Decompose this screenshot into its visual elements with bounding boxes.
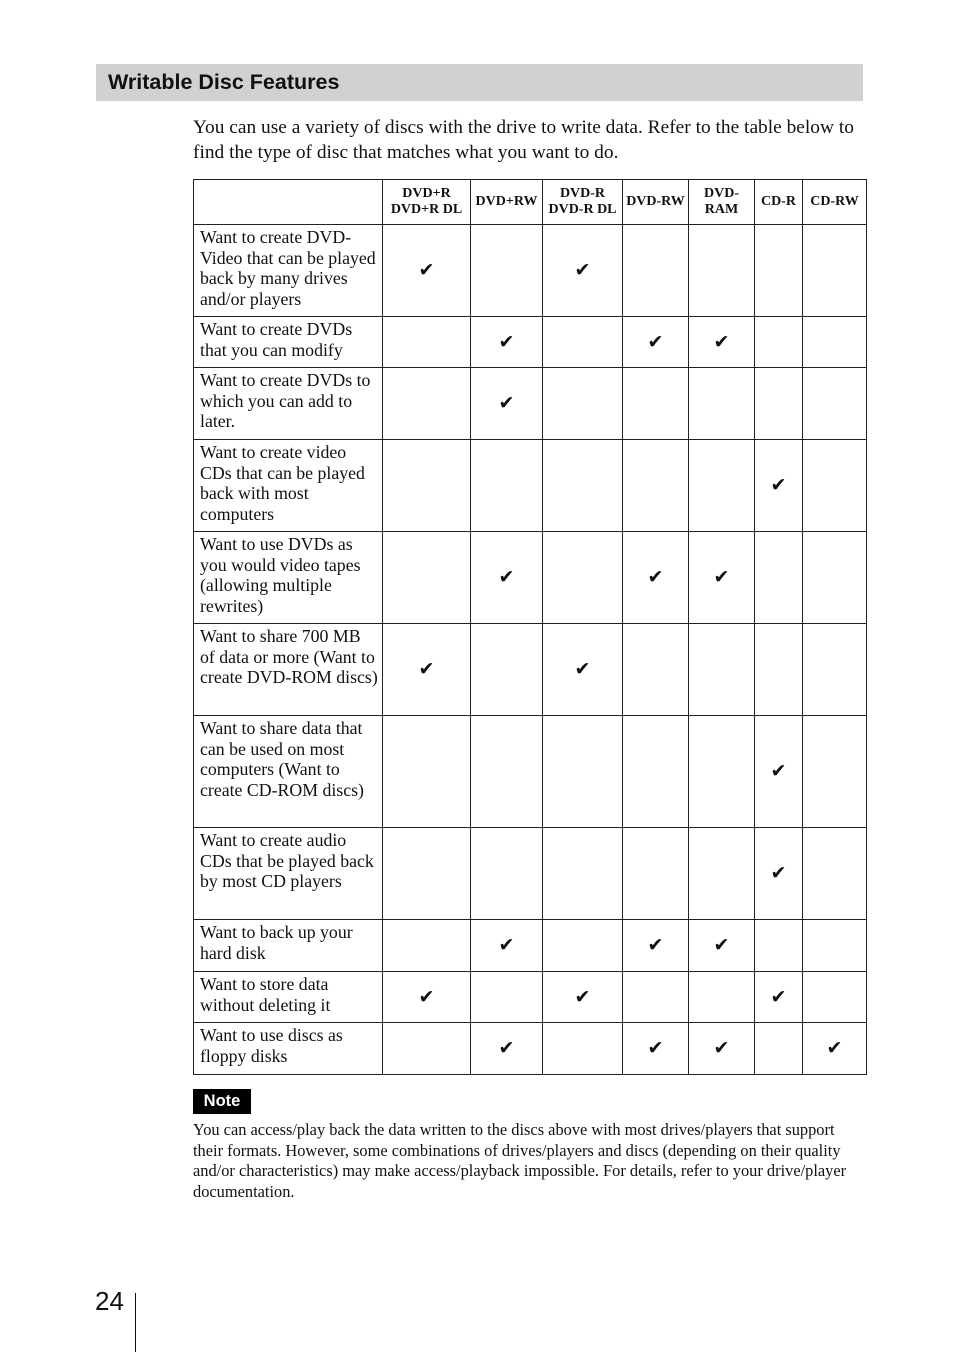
checkmark-icon: ✔ (770, 985, 787, 1008)
checkmark-icon: ✔ (418, 658, 435, 680)
mark-cell (803, 440, 867, 532)
disc-features-table (193, 179, 867, 1075)
mark-cell (689, 828, 755, 920)
mark-cell (471, 317, 543, 368)
mark-cell (471, 368, 543, 440)
table-row (194, 225, 867, 317)
row-label: Want to create DVD-Video that can be played back by many drives and/or players (194, 225, 383, 317)
row-label: Want to share data that can be used on most computers (Want to create CD-ROM discs) (194, 716, 383, 828)
mark-cell (689, 716, 755, 828)
column-header: DVD-R DVD-R DL (543, 180, 623, 225)
mark-cell (543, 828, 623, 920)
checkmark-icon: ✔ (498, 330, 515, 353)
row-label: Want to use DVDs as you would video tapes (allowing multiple rewrites) (194, 532, 383, 624)
table-row (194, 317, 867, 368)
note-text: You can access/play back the data written to the discs above with most drives/players that support their formats. However, some combinations of drives/players and discs (depending on their quality and/or characteristics) may make access/playback impossible. For details, refer to your drive/player documentation. (193, 1120, 847, 1201)
section-title-bar (96, 64, 863, 101)
mark-cell (471, 1023, 543, 1075)
column-header: DVD-RW (623, 180, 689, 225)
checkmark-icon: ✔ (418, 985, 435, 1008)
table-row (194, 624, 867, 716)
table-body (194, 225, 867, 1075)
mark-cell (471, 440, 543, 532)
mark-cell (755, 368, 803, 440)
mark-cell (689, 624, 755, 716)
mark-cell (623, 716, 689, 828)
mark-cell (543, 440, 623, 532)
row-label: Want to create video CDs that can be played back with most computers (194, 440, 383, 532)
mark-cell (755, 828, 803, 920)
checkmark-icon: ✔ (498, 1037, 515, 1059)
row-label: Want to use discs as floppy disks (194, 1023, 383, 1075)
checkmark-icon: ✔ (498, 566, 515, 588)
row-label: Want to create DVDs that you can modify (194, 317, 383, 368)
mark-cell (383, 624, 471, 716)
mark-cell (383, 532, 471, 624)
checkmark-icon: ✔ (574, 259, 591, 281)
mark-cell (689, 972, 755, 1023)
mark-cell (383, 317, 471, 368)
mark-cell (471, 828, 543, 920)
mark-cell (623, 440, 689, 532)
mark-cell (803, 532, 867, 624)
mark-cell (803, 1023, 867, 1075)
checkmark-icon: ✔ (574, 985, 591, 1008)
checkmark-icon: ✔ (713, 566, 730, 588)
checkmark-icon: ✔ (647, 934, 664, 956)
table-row (194, 532, 867, 624)
mark-cell (803, 368, 867, 440)
checkmark-icon: ✔ (574, 658, 591, 680)
mark-cell (543, 317, 623, 368)
mark-cell (471, 624, 543, 716)
column-header: DVD+RW (471, 180, 543, 225)
mark-cell (755, 532, 803, 624)
checkmark-icon: ✔ (647, 330, 664, 353)
mark-cell (543, 716, 623, 828)
mark-cell (471, 532, 543, 624)
column-header: CD-R (755, 180, 803, 225)
mark-cell (623, 972, 689, 1023)
checkmark-icon: ✔ (713, 330, 730, 353)
table-header-row (194, 180, 867, 225)
mark-cell (623, 317, 689, 368)
table-row (194, 440, 867, 532)
mark-cell (803, 225, 867, 317)
mark-cell (383, 225, 471, 317)
mark-cell (755, 317, 803, 368)
mark-cell (623, 368, 689, 440)
page-number: 24 (95, 1286, 124, 1316)
mark-cell (623, 624, 689, 716)
checkmark-icon: ✔ (713, 1037, 730, 1059)
column-header: DVD+R DVD+R DL (383, 180, 471, 225)
mark-cell (623, 225, 689, 317)
row-label: Want to create DVDs to which you can add to later. (194, 368, 383, 440)
table-row (194, 920, 867, 972)
page-number-rule (135, 1293, 136, 1352)
checkmark-icon: ✔ (498, 934, 515, 956)
mark-cell (755, 972, 803, 1023)
mark-cell (803, 317, 867, 368)
mark-cell (383, 368, 471, 440)
mark-cell (543, 1023, 623, 1075)
header-corner-cell (194, 180, 383, 225)
checkmark-icon: ✔ (826, 1037, 843, 1059)
mark-cell (689, 532, 755, 624)
mark-cell (755, 716, 803, 828)
row-label: Want to create audio CDs that be played back by most CD players (194, 828, 383, 920)
mark-cell (383, 972, 471, 1023)
mark-cell (543, 920, 623, 972)
mark-cell (803, 624, 867, 716)
mark-cell (383, 828, 471, 920)
mark-cell (689, 317, 755, 368)
mark-cell (623, 828, 689, 920)
mark-cell (543, 972, 623, 1023)
mark-cell (543, 532, 623, 624)
table-row (194, 368, 867, 440)
mark-cell (689, 1023, 755, 1075)
mark-cell (803, 920, 867, 972)
mark-cell (543, 368, 623, 440)
checkmark-icon: ✔ (647, 1037, 664, 1059)
mark-cell (543, 225, 623, 317)
mark-cell (623, 532, 689, 624)
row-label: Want to store data without deleting it (194, 972, 383, 1023)
mark-cell (689, 920, 755, 972)
mark-cell (755, 440, 803, 532)
mark-cell (755, 225, 803, 317)
mark-cell (543, 624, 623, 716)
mark-cell (383, 920, 471, 972)
checkmark-icon: ✔ (770, 760, 787, 782)
column-header: CD-RW (803, 180, 867, 225)
mark-cell (471, 920, 543, 972)
row-label: Want to share 700 MB of data or more (Want to create DVD-ROM discs) (194, 624, 383, 716)
row-label: Want to back up your hard disk (194, 920, 383, 972)
checkmark-icon: ✔ (770, 862, 787, 884)
checkmark-icon: ✔ (498, 392, 515, 414)
mark-cell (755, 1023, 803, 1075)
mark-cell (623, 920, 689, 972)
column-header: DVD- RAM (689, 180, 755, 225)
mark-cell (689, 225, 755, 317)
mark-cell (755, 920, 803, 972)
mark-cell (471, 225, 543, 317)
note-badge: Note (193, 1089, 251, 1114)
table-row (194, 972, 867, 1023)
table-row (194, 716, 867, 828)
mark-cell (803, 828, 867, 920)
intro-paragraph: You can use a variety of discs with the drive to write data. Refer to the table below to find the type of disc that matches what you want to do. (193, 117, 854, 163)
section-title: Writable Disc Features (108, 70, 340, 94)
checkmark-icon: ✔ (418, 259, 435, 281)
mark-cell (383, 716, 471, 828)
mark-cell (689, 440, 755, 532)
mark-cell (471, 972, 543, 1023)
checkmark-icon: ✔ (713, 934, 730, 956)
mark-cell (689, 368, 755, 440)
checkmark-icon: ✔ (770, 474, 787, 496)
mark-cell (623, 1023, 689, 1075)
table-row (194, 828, 867, 920)
mark-cell (755, 624, 803, 716)
mark-cell (471, 716, 543, 828)
mark-cell (383, 1023, 471, 1075)
mark-cell (803, 972, 867, 1023)
mark-cell (383, 440, 471, 532)
table-row (194, 1023, 867, 1075)
checkmark-icon: ✔ (647, 566, 664, 588)
mark-cell (803, 716, 867, 828)
